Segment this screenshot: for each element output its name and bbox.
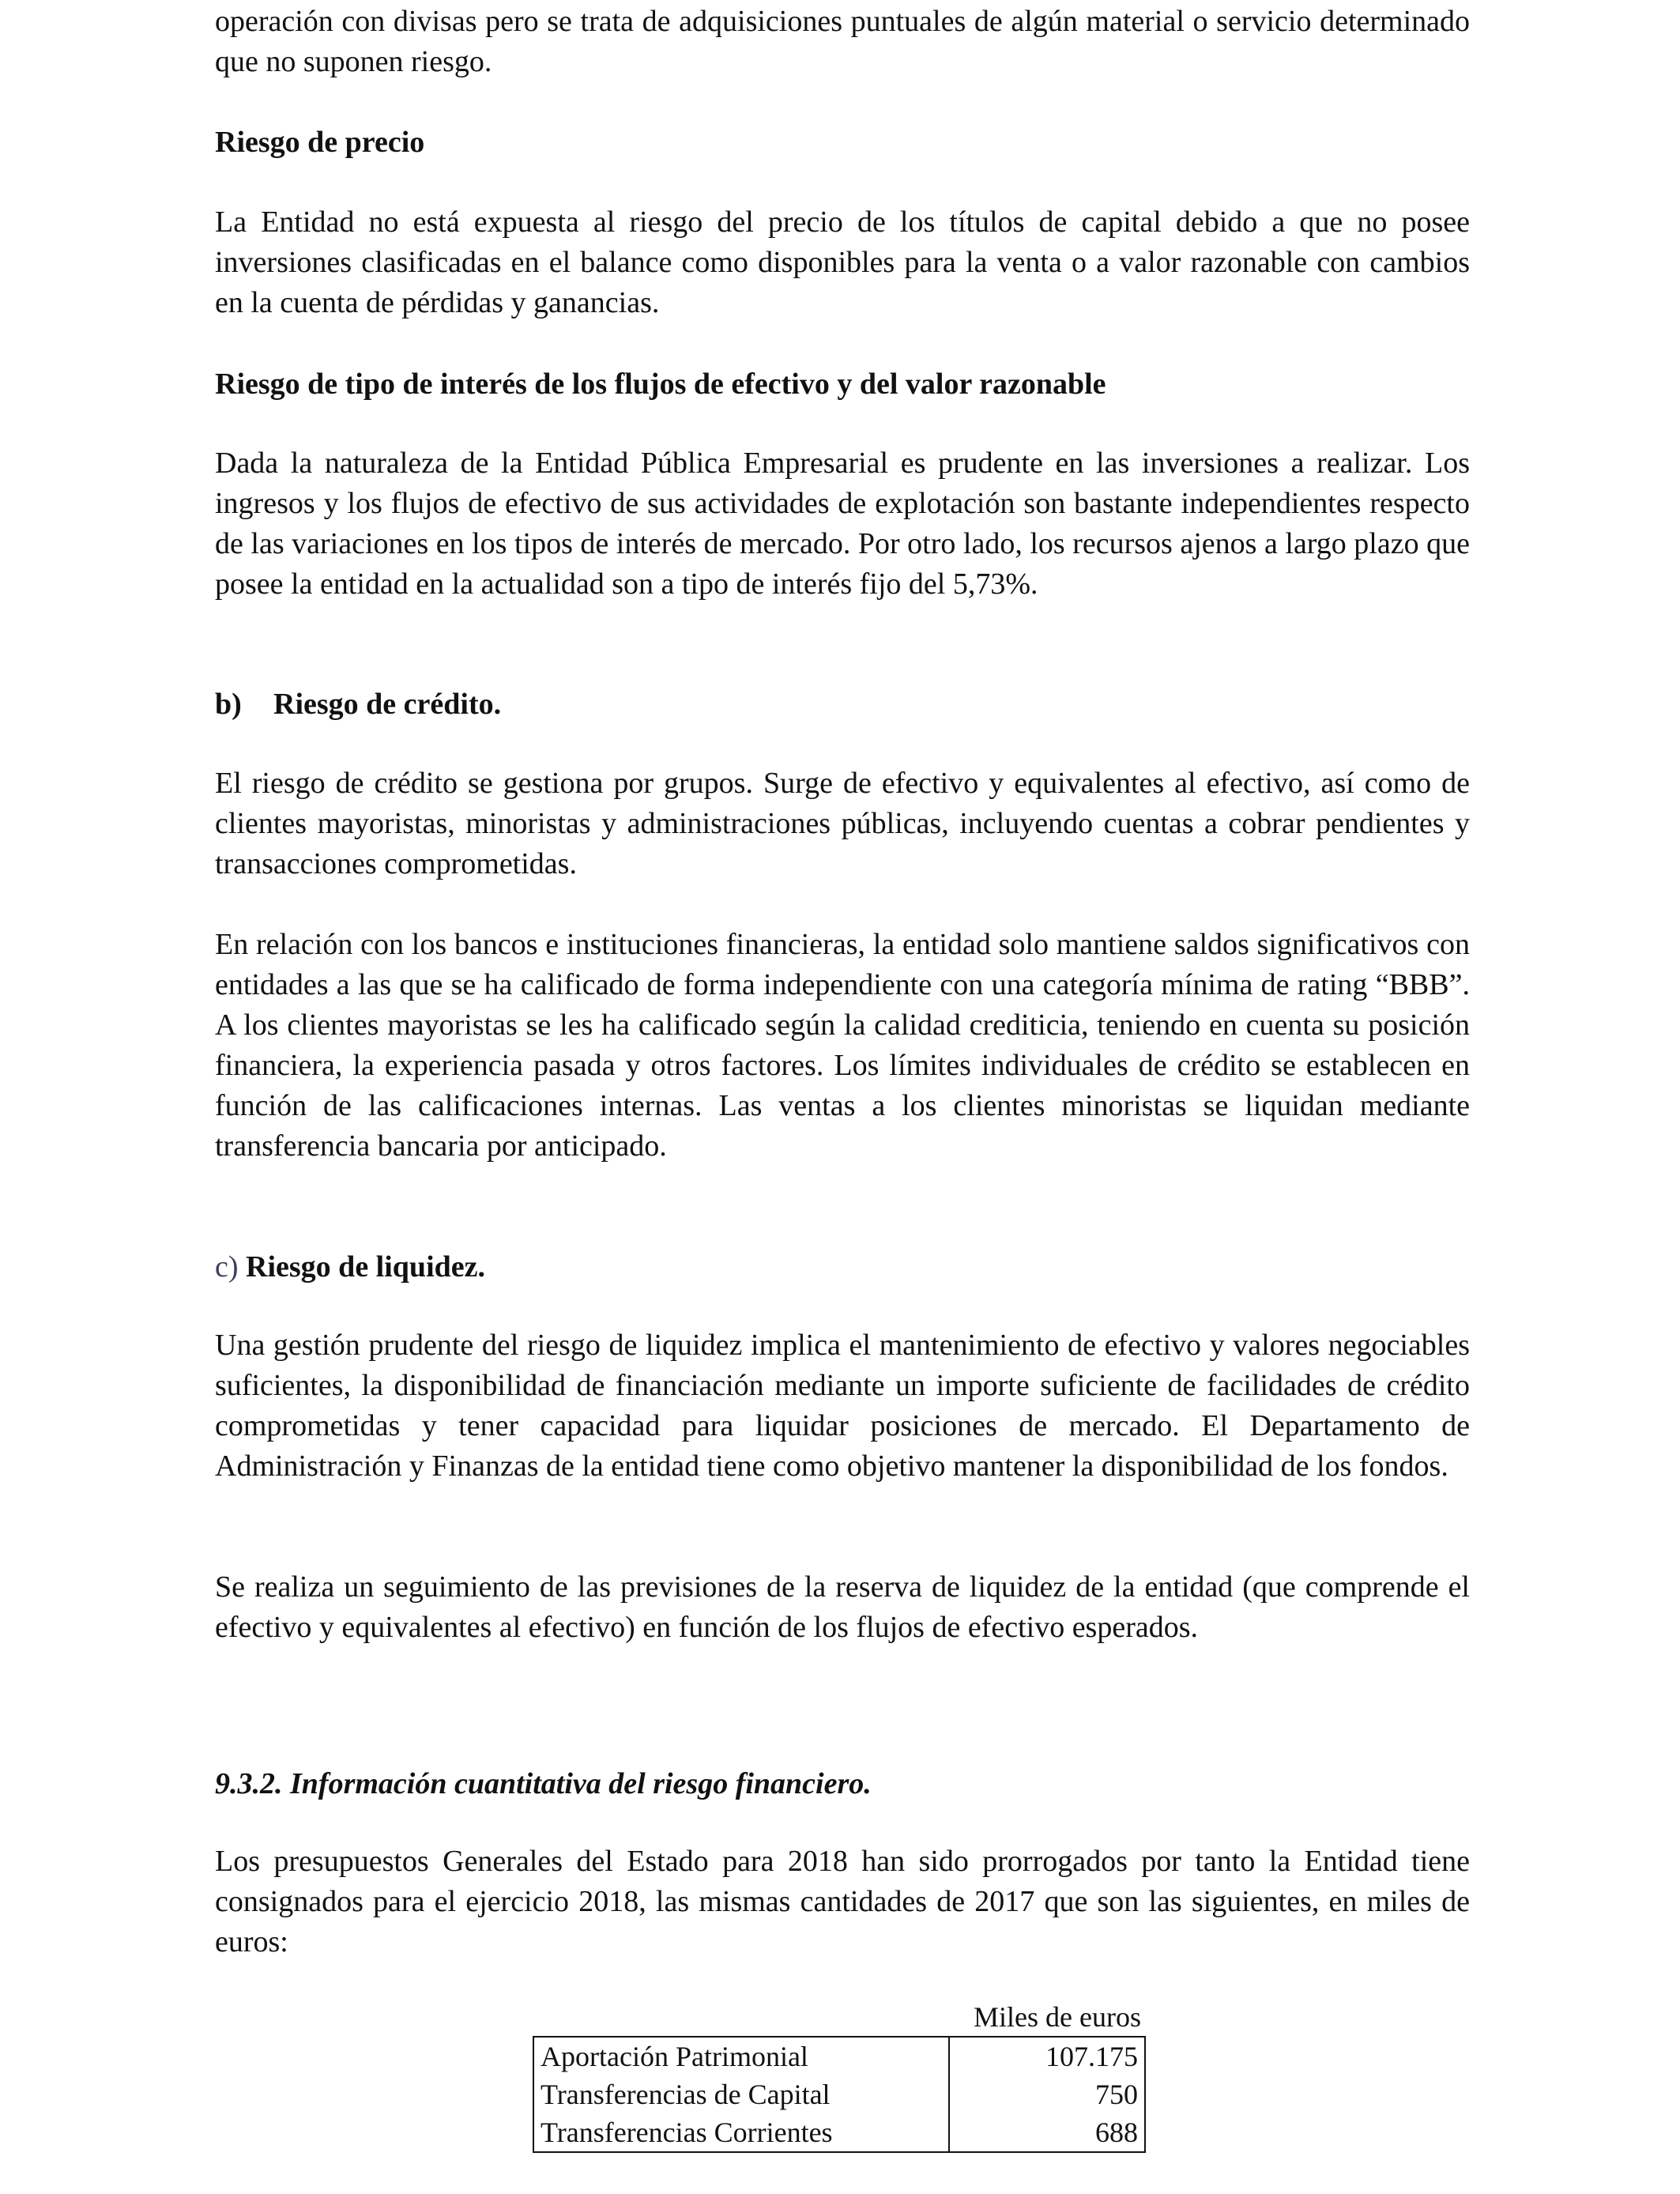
budget-table-block (533, 2001, 1146, 2153)
heading-cuantitativa-text: Información cuantitativa del riesgo financiero. (290, 1767, 872, 1800)
paragraph-tipo-interes: Dada la naturaleza de la Entidad Pública Empresarial es prudente en las inversiones a realizar. Los ingresos y los flujos de efectivo de sus actividades de explotación son bastante independientes respecto de las variaciones en los tipos de interés de mercado. Por otro lado, los recursos ajenos a largo plazo que posee la entidad en la actualidad son a tipo de interés fijo del 5,73%. (215, 447, 1470, 601)
heading-riesgo-precio: Riesgo de precio (215, 126, 425, 159)
budget-table (533, 2036, 1146, 2153)
heading-label-b: b) (215, 688, 242, 721)
table-row (533, 2075, 1145, 2113)
paragraph-precio: La Entidad no está expuesta al riesgo del precio de los títulos de capital debido a que no posee inversiones clasificadas en el balance como disponibles para la venta o a valor razonable con cambios en la cuenta de pérdidas y ganancias. (215, 205, 1470, 319)
heading-section-number: 9.3.2. (215, 1767, 283, 1800)
table-row (533, 2037, 1145, 2075)
heading-label-c: c) (215, 1250, 239, 1284)
table-column-header: Miles de euros (974, 2001, 1141, 2033)
heading-riesgo-tipo-interes: Riesgo de tipo de interés de los flujos de efectivo y del valor razonable (215, 368, 1106, 401)
table-row (533, 2113, 1145, 2152)
row-value: 750 (949, 2075, 1145, 2113)
heading-credito-text: Riesgo de crédito. (273, 688, 502, 721)
heading-informacion-cuantitativa (215, 1764, 872, 1804)
row-label: Transferencias de Capital (533, 2075, 949, 2113)
row-label: Aportación Patrimonial (533, 2037, 949, 2075)
heading-riesgo-liquidez (215, 1247, 485, 1287)
row-label: Transferencias Corrientes (533, 2113, 949, 2152)
paragraph-liquidez-2: Se realiza un seguimiento de las previsiones de la reserva de liquidez de la entidad (que comprende el efectivo y equivalentes al efectivo) en función de los flujos de efectivo esperados. (215, 1570, 1470, 1644)
heading-liquidez-text: Riesgo de liquidez. (246, 1250, 485, 1284)
paragraph-intro: operación con divisas pero se trata de adquisiciones puntuales de algún material o servicio determinado que no suponen riesgo. (215, 5, 1470, 78)
paragraph-cuantitativa: Los presupuestos Generales del Estado para 2018 han sido prorrogados por tanto la Entidad tiene consignados para el ejercicio 2018, las mismas cantidades de 2017 que son las siguientes, en miles de euros: (215, 1845, 1470, 1958)
paragraph-credito-1: El riesgo de crédito se gestiona por grupos. Surge de efectivo y equivalentes al efectivo, así como de clientes mayoristas, minoristas y administraciones públicas, incluyendo cuentas a cobrar pendientes y transacciones comprometidas. (215, 767, 1470, 880)
row-value: 107.175 (949, 2037, 1145, 2075)
paragraph-liquidez-1: Una gestión prudente del riesgo de liquidez implica el mantenimiento de efectivo y valores negociables suficientes, la disponibilidad de financiación mediante un importe suficiente de facilidades de crédito comprometidas y tener capacidad para liquidar posiciones de mercado. El Departamento de Administración y Finanzas de la entidad tiene como objetivo mantener la disponibilidad de los fondos. (215, 1329, 1470, 1483)
heading-riesgo-credito (215, 684, 501, 725)
paragraph-credito-2: En relación con los bancos e instituciones financieras, la entidad solo mantiene saldos significativos con entidades a las que se ha calificado de forma independiente con una categoría mínima de rating “BBB”. A los clientes mayoristas se les ha calificado según la calidad crediticia, teniendo en cuenta su posición financiera, la experiencia pasada y otros factores. Los límites individuales de crédito se establecen en función de las calificaciones internas. Las ventas a los clientes minoristas se liquidan mediante transferencia bancaria por anticipado. (215, 928, 1470, 1163)
row-value: 688 (949, 2113, 1145, 2152)
